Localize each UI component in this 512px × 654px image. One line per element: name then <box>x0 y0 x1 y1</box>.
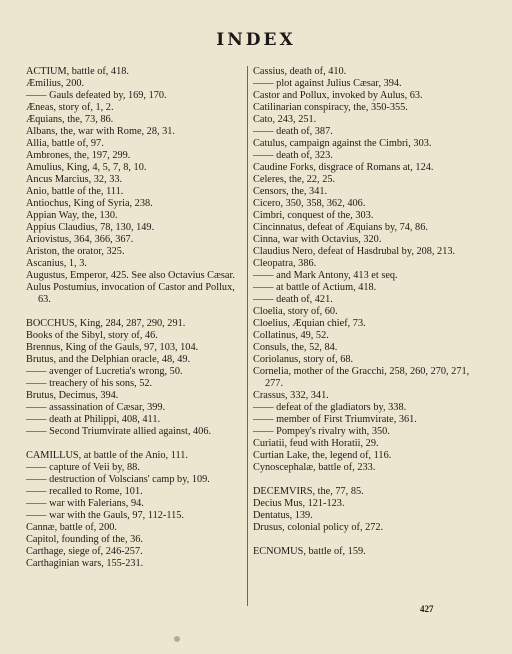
index-entry: Books of the Sibyl, story of, 46. <box>26 330 158 341</box>
index-column-left <box>26 66 246 570</box>
index-entry: Cannæ, battle of, 200. <box>26 522 117 533</box>
index-entry: Catulus, campaign against the Cimbri, 303. <box>253 138 432 149</box>
index-entry: Carthaginian wars, 155-231. <box>26 558 144 569</box>
index-entry: Censors, the, 341. <box>253 186 328 197</box>
index-entry: —— recalled to Rome, 101. <box>26 486 143 497</box>
index-entry: Cato, 243, 251. <box>253 114 317 125</box>
index-entry: Catilinarian conspiracy, the, 350-355. <box>253 102 408 113</box>
index-entry: Ancus Marcius, 32, 33. <box>26 174 123 185</box>
index-entry: Cicero, 350, 358, 362, 406. <box>253 198 366 209</box>
index-entry: Albans, the, war with Rome, 28, 31. <box>26 126 175 137</box>
index-entry: —— war with Falerians, 94. <box>26 498 144 509</box>
index-entry: Curtian Lake, the, legend of, 116. <box>253 450 392 461</box>
index-entry: Amulius, King, 4, 5, 7, 8, 10. <box>26 162 147 173</box>
index-entry: —— death of, 387. <box>253 126 333 137</box>
index-entry: Brutus, and the Delphian oracle, 48, 49. <box>26 354 191 365</box>
index-entry: ECNOMUS, battle of, 159. <box>253 546 366 557</box>
index-entry: —— Gauls defeated by, 169, 170. <box>26 90 167 101</box>
index-entry: Brennus, King of the Gauls, 97, 103, 104. <box>26 342 199 353</box>
index-entry: —— avenger of Lucretia's wrong, 50. <box>26 366 183 377</box>
index-entry: Claudius Nero, defeat of Hasdrubal by, 208, 213. <box>253 246 456 257</box>
index-entry: Appian Way, the, 130. <box>26 210 118 221</box>
index-entry: ACTIUM, battle of, 418. <box>26 66 129 77</box>
index-entry: Ariston, the orator, 325. <box>26 246 125 257</box>
column-divider <box>247 66 248 606</box>
index-entry: BOCCHUS, King, 284, 287, 290, 291. <box>26 318 186 329</box>
index-entry: Æneas, story of, 1, 2. <box>26 102 114 113</box>
index-entry: Consuls, the, 52, 84. <box>253 342 338 353</box>
section-gap <box>253 474 475 486</box>
index-entry: —— capture of Veii by, 88. <box>26 462 140 473</box>
index-entry: Augustus, Emperor, 425. See also Octavius Cæsar. <box>26 270 235 281</box>
index-entry: DECEMVIRS, the, 77, 85. <box>253 486 364 497</box>
index-entry: Curiatii, feud with Horatii, 29. <box>253 438 379 449</box>
index-entry: Castor and Pollux, invoked by Aulus, 63. <box>253 90 423 101</box>
index-entry: Cynoscephalæ, battle of, 233. <box>253 462 376 473</box>
index-entry: Æmilius, 200. <box>26 78 85 89</box>
index-entry: Brutus, Decimus, 394. <box>26 390 119 401</box>
index-entry: Cloelius, Æquian chief, 73. <box>253 318 366 329</box>
page-number: 427 <box>420 604 434 614</box>
index-entry: —— destruction of Volscians' camp by, 109. <box>26 474 210 485</box>
index-entry: Collatinus, 49, 52. <box>253 330 329 341</box>
index-entry: —— war with the Gauls, 97, 112-115. <box>26 510 184 521</box>
index-entry: —— Second Triumvirate allied against, 406. <box>26 426 212 437</box>
index-entry: Æquians, the, 73, 86. <box>26 114 114 125</box>
index-entry: Cimbri, conquest of the, 303. <box>253 210 374 221</box>
index-entry: Cornelia, mother of the Gracchi, 258, 260, 270, 271, 277. <box>253 366 470 389</box>
section-gap <box>26 306 246 318</box>
index-entry: —— Pompey's rivalry with, 350. <box>253 426 390 437</box>
index-entry: Celeres, the, 22, 25. <box>253 174 336 185</box>
page-title: INDEX <box>216 30 296 50</box>
index-entry: —— treachery of his sons, 52. <box>26 378 153 389</box>
index-entry: —— member of First Triumvirate, 361. <box>253 414 417 425</box>
index-entry: Cincinnatus, defeat of Æquians by, 74, 86. <box>253 222 428 233</box>
index-entry: Caudine Forks, disgrace of Romans at, 124. <box>253 162 434 173</box>
section-gap <box>26 438 246 450</box>
index-entry: —— death of, 323. <box>253 150 333 161</box>
section-gap <box>253 534 475 546</box>
index-entry: —— defeat of the gladiators by, 338. <box>253 402 407 413</box>
index-entry: Allia, battle of, 97. <box>26 138 104 149</box>
index-entry: Drusus, colonial policy of, 272. <box>253 522 384 533</box>
index-entry: Aulus Postumius, invocation of Castor and Pollux, 63. <box>26 282 235 305</box>
index-entry: Capitol, founding of the, 36. <box>26 534 143 545</box>
index-entry: Carthage, siege of, 246-257. <box>26 546 143 557</box>
index-entry: Appius Claudius, 78, 130, 149. <box>26 222 155 233</box>
index-entry: Cassius, death of, 410. <box>253 66 347 77</box>
index-column-right <box>253 66 475 558</box>
index-entry: Cinna, war with Octavius, 320. <box>253 234 382 245</box>
index-entry: Ariovistus, 364, 366, 367. <box>26 234 134 245</box>
index-entry: Ascanius, 1, 3. <box>26 258 87 269</box>
index-entry: —— plot against Julius Cæsar, 394. <box>253 78 402 89</box>
paper-mark <box>174 636 180 642</box>
index-entry: Cleopatra, 386. <box>253 258 317 269</box>
index-entry: Cloelia, story of, 60. <box>253 306 338 317</box>
index-entry: —— death of, 421. <box>253 294 333 305</box>
index-entry: Ambrones, the, 197, 299. <box>26 150 131 161</box>
index-entry: Crassus, 332, 341. <box>253 390 329 401</box>
index-entry: —— and Mark Antony, 413 et seq. <box>253 270 398 281</box>
index-entry: —— assassination of Cæsar, 399. <box>26 402 166 413</box>
index-entry: Decius Mus, 121-123. <box>253 498 345 509</box>
index-entry: Antiochus, King of Syria, 238. <box>26 198 153 209</box>
index-entry: —— at battle of Actium, 418. <box>253 282 377 293</box>
index-entry: Dentatus, 139. <box>253 510 313 521</box>
index-entry: Coriolanus, story of, 68. <box>253 354 354 365</box>
index-entry: Anio, battle of the, 111. <box>26 186 124 197</box>
index-entry: CAMILLUS, at battle of the Anio, 111. <box>26 450 188 461</box>
index-entry: —— death at Philippi, 408, 411. <box>26 414 161 425</box>
